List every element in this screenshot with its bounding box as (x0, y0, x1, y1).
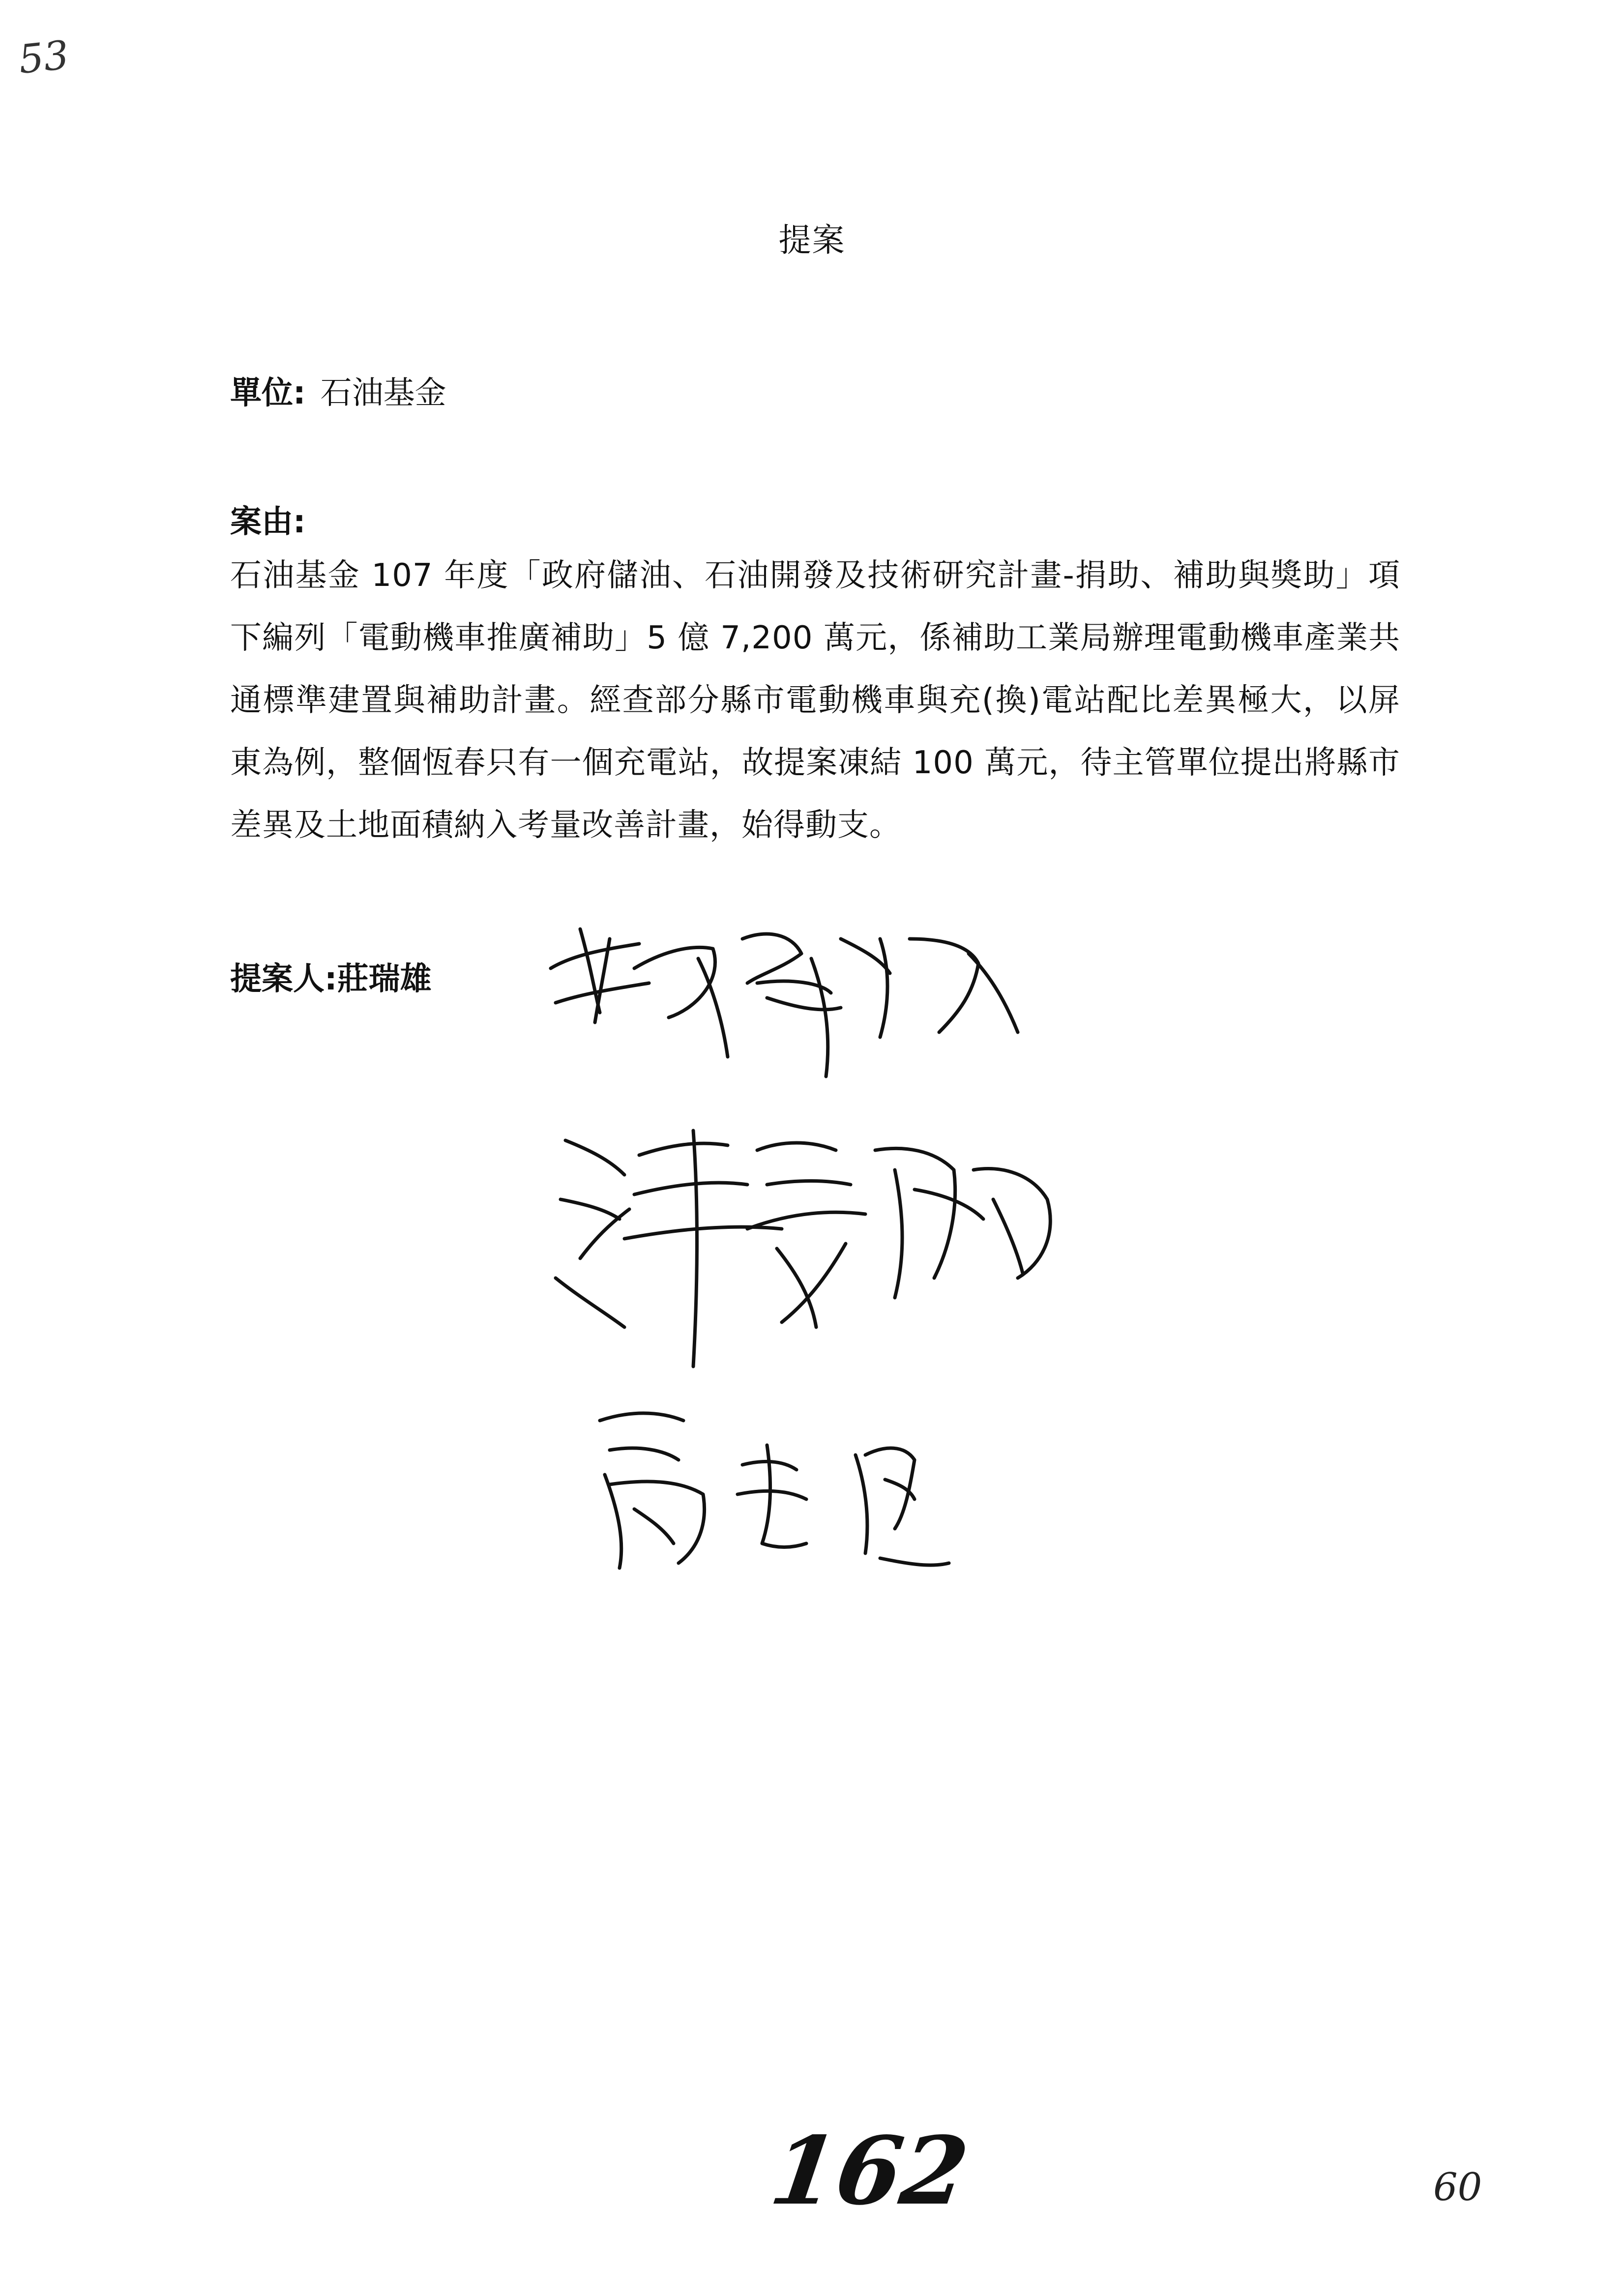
signature-1 (536, 909, 1028, 1096)
reason-paragraph: 石油基金 107 年度「政府儲油、石油開發及技術研究計畫-捐助、補助與獎助」項下編列「電動機車推廣補助」5 億 7,200 萬元，係補助工業局辦理電動機車產業共通標準建置與補助計畫。經查部分縣市電動機車與充(換)電站配比差異極大，以屏東為例，整個恆春只有一個充電站，故提案凍結 100 萬元，待主管單位提出將縣市差異及土地面積納入考量改善計畫，始得動支。 (230, 557, 1400, 843)
page-number: 162 (764, 2116, 975, 2226)
unit-label: 單位: (230, 375, 306, 411)
proposer-line: 提案人:莊瑞雄 (230, 961, 432, 997)
unit-line (230, 368, 446, 413)
corner-handwritten-mark: 53 (16, 31, 71, 83)
reason-body (230, 545, 1400, 857)
reason-label: 案由: (230, 504, 306, 540)
corner-page-number: 60 (1433, 2165, 1482, 2209)
unit-value: 石油基金 (320, 375, 446, 411)
document-title: 提案 (778, 221, 846, 259)
signature-2 (551, 1111, 1072, 1386)
signature-3 (590, 1396, 964, 1583)
